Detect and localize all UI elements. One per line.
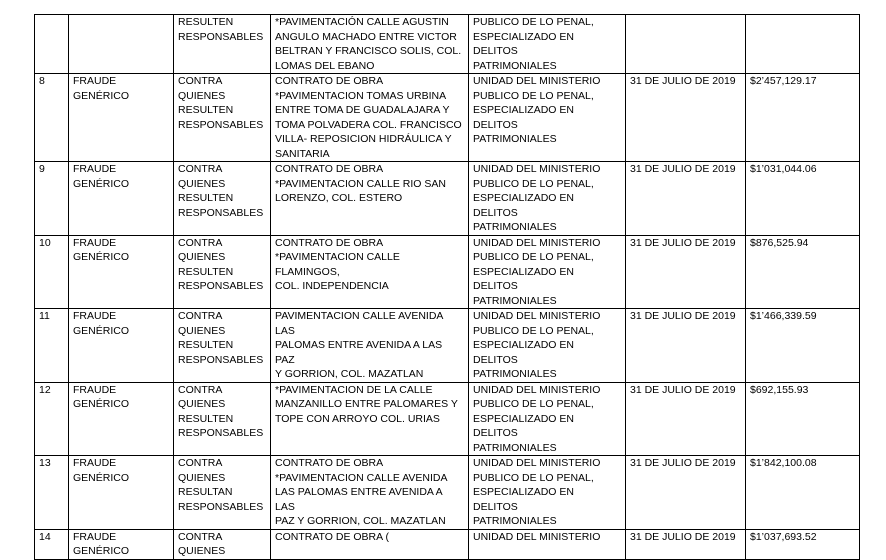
- prosecution-unit-cell: UNIDAD DEL MINISTERIO PUBLICO DE LO PENAL, ESPECIALIZADO EN DELITOS PATRIMONIALES: [469, 456, 626, 530]
- offense-cell: FRAUDE GENÉRICO: [69, 309, 174, 383]
- row-number: 10: [35, 235, 69, 309]
- table-row: [35, 162, 860, 236]
- against-cell: CONTRA QUIENES RESULTEN RESPONSABLES: [174, 74, 271, 162]
- prosecution-unit-cell: UNIDAD DEL MINISTERIO PUBLICO DE LO PENAL, ESPECIALIZADO EN DELITOS PATRIMONIALES: [469, 309, 626, 383]
- row-number: 8: [35, 74, 69, 162]
- row-number: [35, 15, 69, 74]
- offense-cell: FRAUDE GENÉRICO: [69, 382, 174, 456]
- prosecution-unit-cell: UNIDAD DEL MINISTERIO PUBLICO DE LO PENAL, ESPECIALIZADO EN DELITOS PATRIMONIALES: [469, 162, 626, 236]
- prosecution-unit-cell: UNIDAD DEL MINISTERIO: [469, 529, 626, 559]
- table-row: [35, 309, 860, 383]
- prosecution-unit-cell: UNIDAD DEL MINISTERIO PUBLICO DE LO PENAL, ESPECIALIZADO EN DELITOS PATRIMONIALES: [469, 235, 626, 309]
- amount-cell: $2’457,129.17: [746, 74, 860, 162]
- work-description-cell: CONTRATO DE OBRA (: [271, 529, 469, 559]
- row-number: 14: [35, 529, 69, 559]
- table-row: [35, 235, 860, 309]
- date-cell: 31 DE JULIO DE 2019: [626, 162, 746, 236]
- work-description-cell: PAVIMENTACION CALLE AVENIDA LAS PALOMAS ENTRE AVENIDA A LAS PAZ Y GORRION, COL. MAZATLAN: [271, 309, 469, 383]
- amount-cell: $1’031,044.06: [746, 162, 860, 236]
- date-cell: 31 DE JULIO DE 2019: [626, 456, 746, 530]
- against-cell: CONTRA QUIENES: [174, 529, 271, 559]
- against-cell: CONTRA QUIENES RESULTEN RESPONSABLES: [174, 309, 271, 383]
- row-number: 11: [35, 309, 69, 383]
- date-cell: 31 DE JULIO DE 2019: [626, 382, 746, 456]
- amount-cell: [746, 15, 860, 74]
- against-cell: CONTRA QUIENES RESULTEN RESPONSABLES: [174, 382, 271, 456]
- date-cell: [626, 15, 746, 74]
- amount-cell: $692,155.93: [746, 382, 860, 456]
- against-cell: CONTRA QUIENES RESULTAN RESPONSABLES: [174, 456, 271, 530]
- offense-cell: FRAUDE GENÉRICO: [69, 74, 174, 162]
- prosecution-unit-cell: PUBLICO DE LO PENAL, ESPECIALIZADO EN DELITOS PATRIMONIALES: [469, 15, 626, 74]
- offense-cell: FRAUDE GENÉRICO: [69, 529, 174, 559]
- date-cell: 31 DE JULIO DE 2019: [626, 529, 746, 559]
- against-cell: CONTRA QUIENES RESULTEN RESPONSABLES: [174, 162, 271, 236]
- prosecution-unit-cell: UNIDAD DEL MINISTERIO PUBLICO DE LO PENAL, ESPECIALIZADO EN DELITOS PATRIMONIALES: [469, 382, 626, 456]
- table-row: [35, 15, 860, 74]
- complaints-table: [34, 14, 860, 560]
- date-cell: 31 DE JULIO DE 2019: [626, 74, 746, 162]
- work-description-cell: *PAVIMENTACIÓN CALLE AGUSTIN ANGULO MACHADO ENTRE VICTOR BELTRAN Y FRANCISCO SOLIS, COL. LOMAS DEL EBANO: [271, 15, 469, 74]
- amount-cell: $876,525.94: [746, 235, 860, 309]
- work-description-cell: CONTRATO DE OBRA *PAVIMENTACION CALLE FLAMINGOS, COL. INDEPENDENCIA: [271, 235, 469, 309]
- prosecution-unit-cell: UNIDAD DEL MINISTERIO PUBLICO DE LO PENAL, ESPECIALIZADO EN DELITOS PATRIMONIALES: [469, 74, 626, 162]
- amount-cell: $1’842,100.08: [746, 456, 860, 530]
- work-description-cell: CONTRATO DE OBRA *PAVIMENTACION CALLE AVENIDA LAS PALOMAS ENTRE AVENIDA A LAS PAZ Y GORRION, COL. MAZATLAN: [271, 456, 469, 530]
- date-cell: 31 DE JULIO DE 2019: [626, 309, 746, 383]
- row-number: 12: [35, 382, 69, 456]
- offense-cell: FRAUDE GENÉRICO: [69, 235, 174, 309]
- row-number: 9: [35, 162, 69, 236]
- amount-cell: $1’037,693.52: [746, 529, 860, 559]
- amount-cell: $1’466,339.59: [746, 309, 860, 383]
- work-description-cell: *PAVIMENTACION DE LA CALLE MANZANILLO ENTRE PALOMARES Y TOPE CON ARROYO COL. URIAS: [271, 382, 469, 456]
- offense-cell: FRAUDE GENÉRICO: [69, 456, 174, 530]
- table-row: [35, 382, 860, 456]
- table-row: [35, 456, 860, 530]
- against-cell: RESULTEN RESPONSABLES: [174, 15, 271, 74]
- offense-cell: [69, 15, 174, 74]
- against-cell: CONTRA QUIENES RESULTEN RESPONSABLES: [174, 235, 271, 309]
- offense-cell: FRAUDE GENÉRICO: [69, 162, 174, 236]
- table-row: [35, 74, 860, 162]
- table-row: [35, 529, 860, 559]
- date-cell: 31 DE JULIO DE 2019: [626, 235, 746, 309]
- work-description-cell: CONTRATO DE OBRA *PAVIMENTACION TOMAS URBINA ENTRE TOMA DE GUADALAJARA Y TOMA POLVADERA COL. FRANCISCO VILLA- REPOSICION HIDRÁULICA Y SANITARIA: [271, 74, 469, 162]
- work-description-cell: CONTRATO DE OBRA *PAVIMENTACION CALLE RIO SAN LORENZO, COL. ESTERO: [271, 162, 469, 236]
- row-number: 13: [35, 456, 69, 530]
